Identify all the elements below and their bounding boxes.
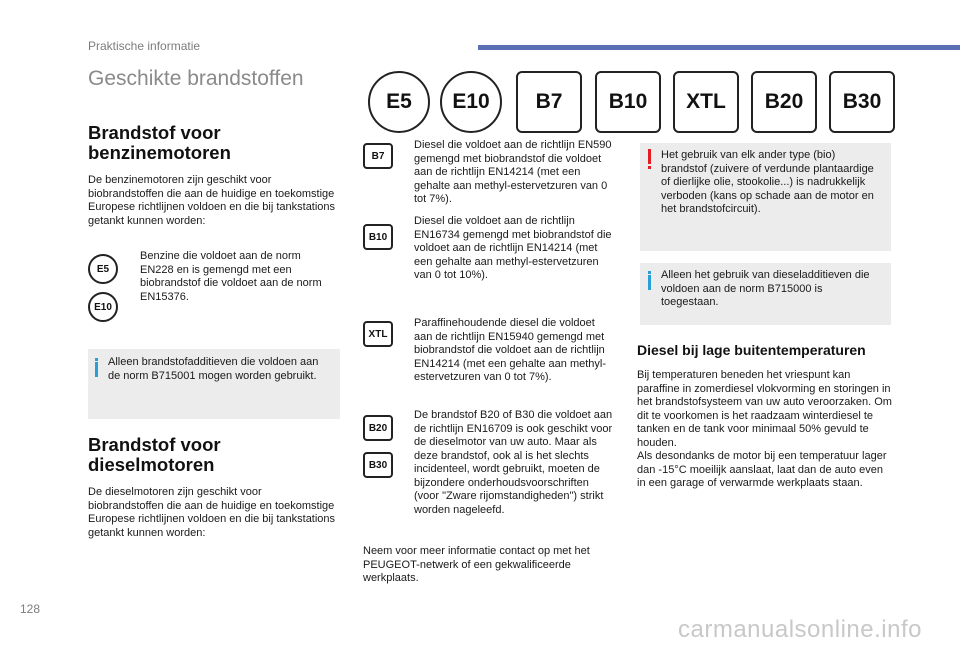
additives-info-box <box>640 263 891 325</box>
watermark: carmanualsonline.info <box>678 616 922 643</box>
petrol-description: Benzine die voldoet aan de norm EN228 en is gemengd met een biobrandstof die voldoet aan de norm EN15376. <box>140 250 322 303</box>
warning-text: Het gebruik van elk ander type (bio) brandstof (zuivere of verdunde plantaardige of dierlijke olie, stookolie...) is nadrukkelijk verboden (kans op schade aan de motor en het brandstofcircuit). <box>661 149 874 215</box>
badge-b7-small-icon: B7 <box>363 143 393 169</box>
cold-weather-heading: Diesel bij lage buitentemperaturen <box>637 342 866 358</box>
info-icon <box>648 275 651 290</box>
page-title: Geschikte brandstoffen <box>88 67 304 90</box>
badge-e5-small-icon: E5 <box>88 254 118 284</box>
info-icon <box>95 362 98 377</box>
cold-weather-paragraph <box>637 369 892 491</box>
cold-weather-text-2: Als desondanks de motor bij een temperatuur lager dan -15°C moeilijk aanslaat, laat dan de auto even in een garage of verwarmde werkplaats staan. <box>637 450 887 489</box>
petrol-info-box <box>88 349 340 419</box>
diesel-item-xtl-text: Paraffinehoudende diesel die voldoet aan de richtlijn EN15940 gemengd met biobrandstof die voldoet aan de richtlijn EN14214 (met een gehalte aan methyl-estervetzuren van 0 tot 7%). <box>414 317 607 383</box>
badge-b20-icon: B20 <box>751 71 817 133</box>
badge-b20-small-icon: B20 <box>363 415 393 441</box>
badge-xtl-small-icon: XTL <box>363 321 393 347</box>
page-number: 128 <box>20 602 41 616</box>
diesel-footer-note: Neem voor meer informatie contact op met het PEUGEOT-netwerk of een gekwalificeerde werkplaats. <box>363 545 590 584</box>
badge-b10-icon: B10 <box>595 71 661 133</box>
badge-xtl-icon: XTL <box>673 71 739 133</box>
section-label: Praktische informatie <box>88 39 201 53</box>
diesel-item-b7-text: Diesel die voldoet aan de richtlijn EN590 gemengd met biobrandstof die voldoet aan de richtlijn EN14214 (met een gehalte aan methyl-estervetzuren van 0 tot 7%). <box>414 139 612 205</box>
diesel-intro: De dieselmotoren zijn geschikt voor biobrandstoffen die aan de huidige en toekomstige Europese richtlijnen voldoen en die bij tankstations getankt kunnen worden: <box>88 486 336 539</box>
warning-icon <box>648 149 651 164</box>
badge-b30-icon: B30 <box>829 71 895 133</box>
petrol-info-text: Alleen brandstofadditieven die voldoen aan de norm B715001 mogen worden gebruikt. <box>108 356 319 382</box>
additives-info-text: Alleen het gebruik van dieseladditieven die voldoen aan de norm B715000 is toegestaan. <box>661 269 870 308</box>
header-accent-bar <box>478 45 960 50</box>
petrol-heading: Brandstof voor benzinemotoren <box>88 122 231 163</box>
badge-b30-small-icon: B30 <box>363 452 393 478</box>
diesel-item-b10-text: Diesel die voldoet aan de richtlijn EN16734 gemengd met biobrandstof die voldoet aan de richtlijn EN14214 (met een gehalte aan methyl-estervetzuren van 0 tot 10%). <box>414 215 612 281</box>
petrol-intro: De benzinemotoren zijn geschikt voor biobrandstoffen die aan de huidige en toekomstige Europese richtlijnen voldoen en die bij tankstations getankt kunnen worden: <box>88 174 336 227</box>
badge-b7-icon: B7 <box>516 71 582 133</box>
cold-weather-text-1: Bij temperaturen beneden het vriespunt kan paraffine in zomerdiesel vlokvorming en storingen in het brandstofsysteem van uw auto veroorzaken. Om dit te voorkomen is het raadzaam winterdiesel te tanken en de tank voor minimaal 50% gevuld te houden. <box>637 369 892 449</box>
warning-box <box>640 143 891 251</box>
badge-e5-icon: E5 <box>368 71 430 133</box>
badge-b10-small-icon: B10 <box>363 224 393 250</box>
badge-e10-icon: E10 <box>440 71 502 133</box>
diesel-heading: Brandstof voor dieselmotoren <box>88 434 221 475</box>
badge-e10-small-icon: E10 <box>88 292 118 322</box>
diesel-item-b20-b30-text: De brandstof B20 of B30 die voldoet aan de richtlijn EN16709 is ook geschikt voor de dieselmotor van uw auto. Maar als deze brandstof, ook al is het slechts incidenteel, wordt gebruikt, moeten de bijzondere onderhoudsvoorschriften (voor "Zware rijomstandigheden") strikt worden nageleefd. <box>414 409 613 516</box>
